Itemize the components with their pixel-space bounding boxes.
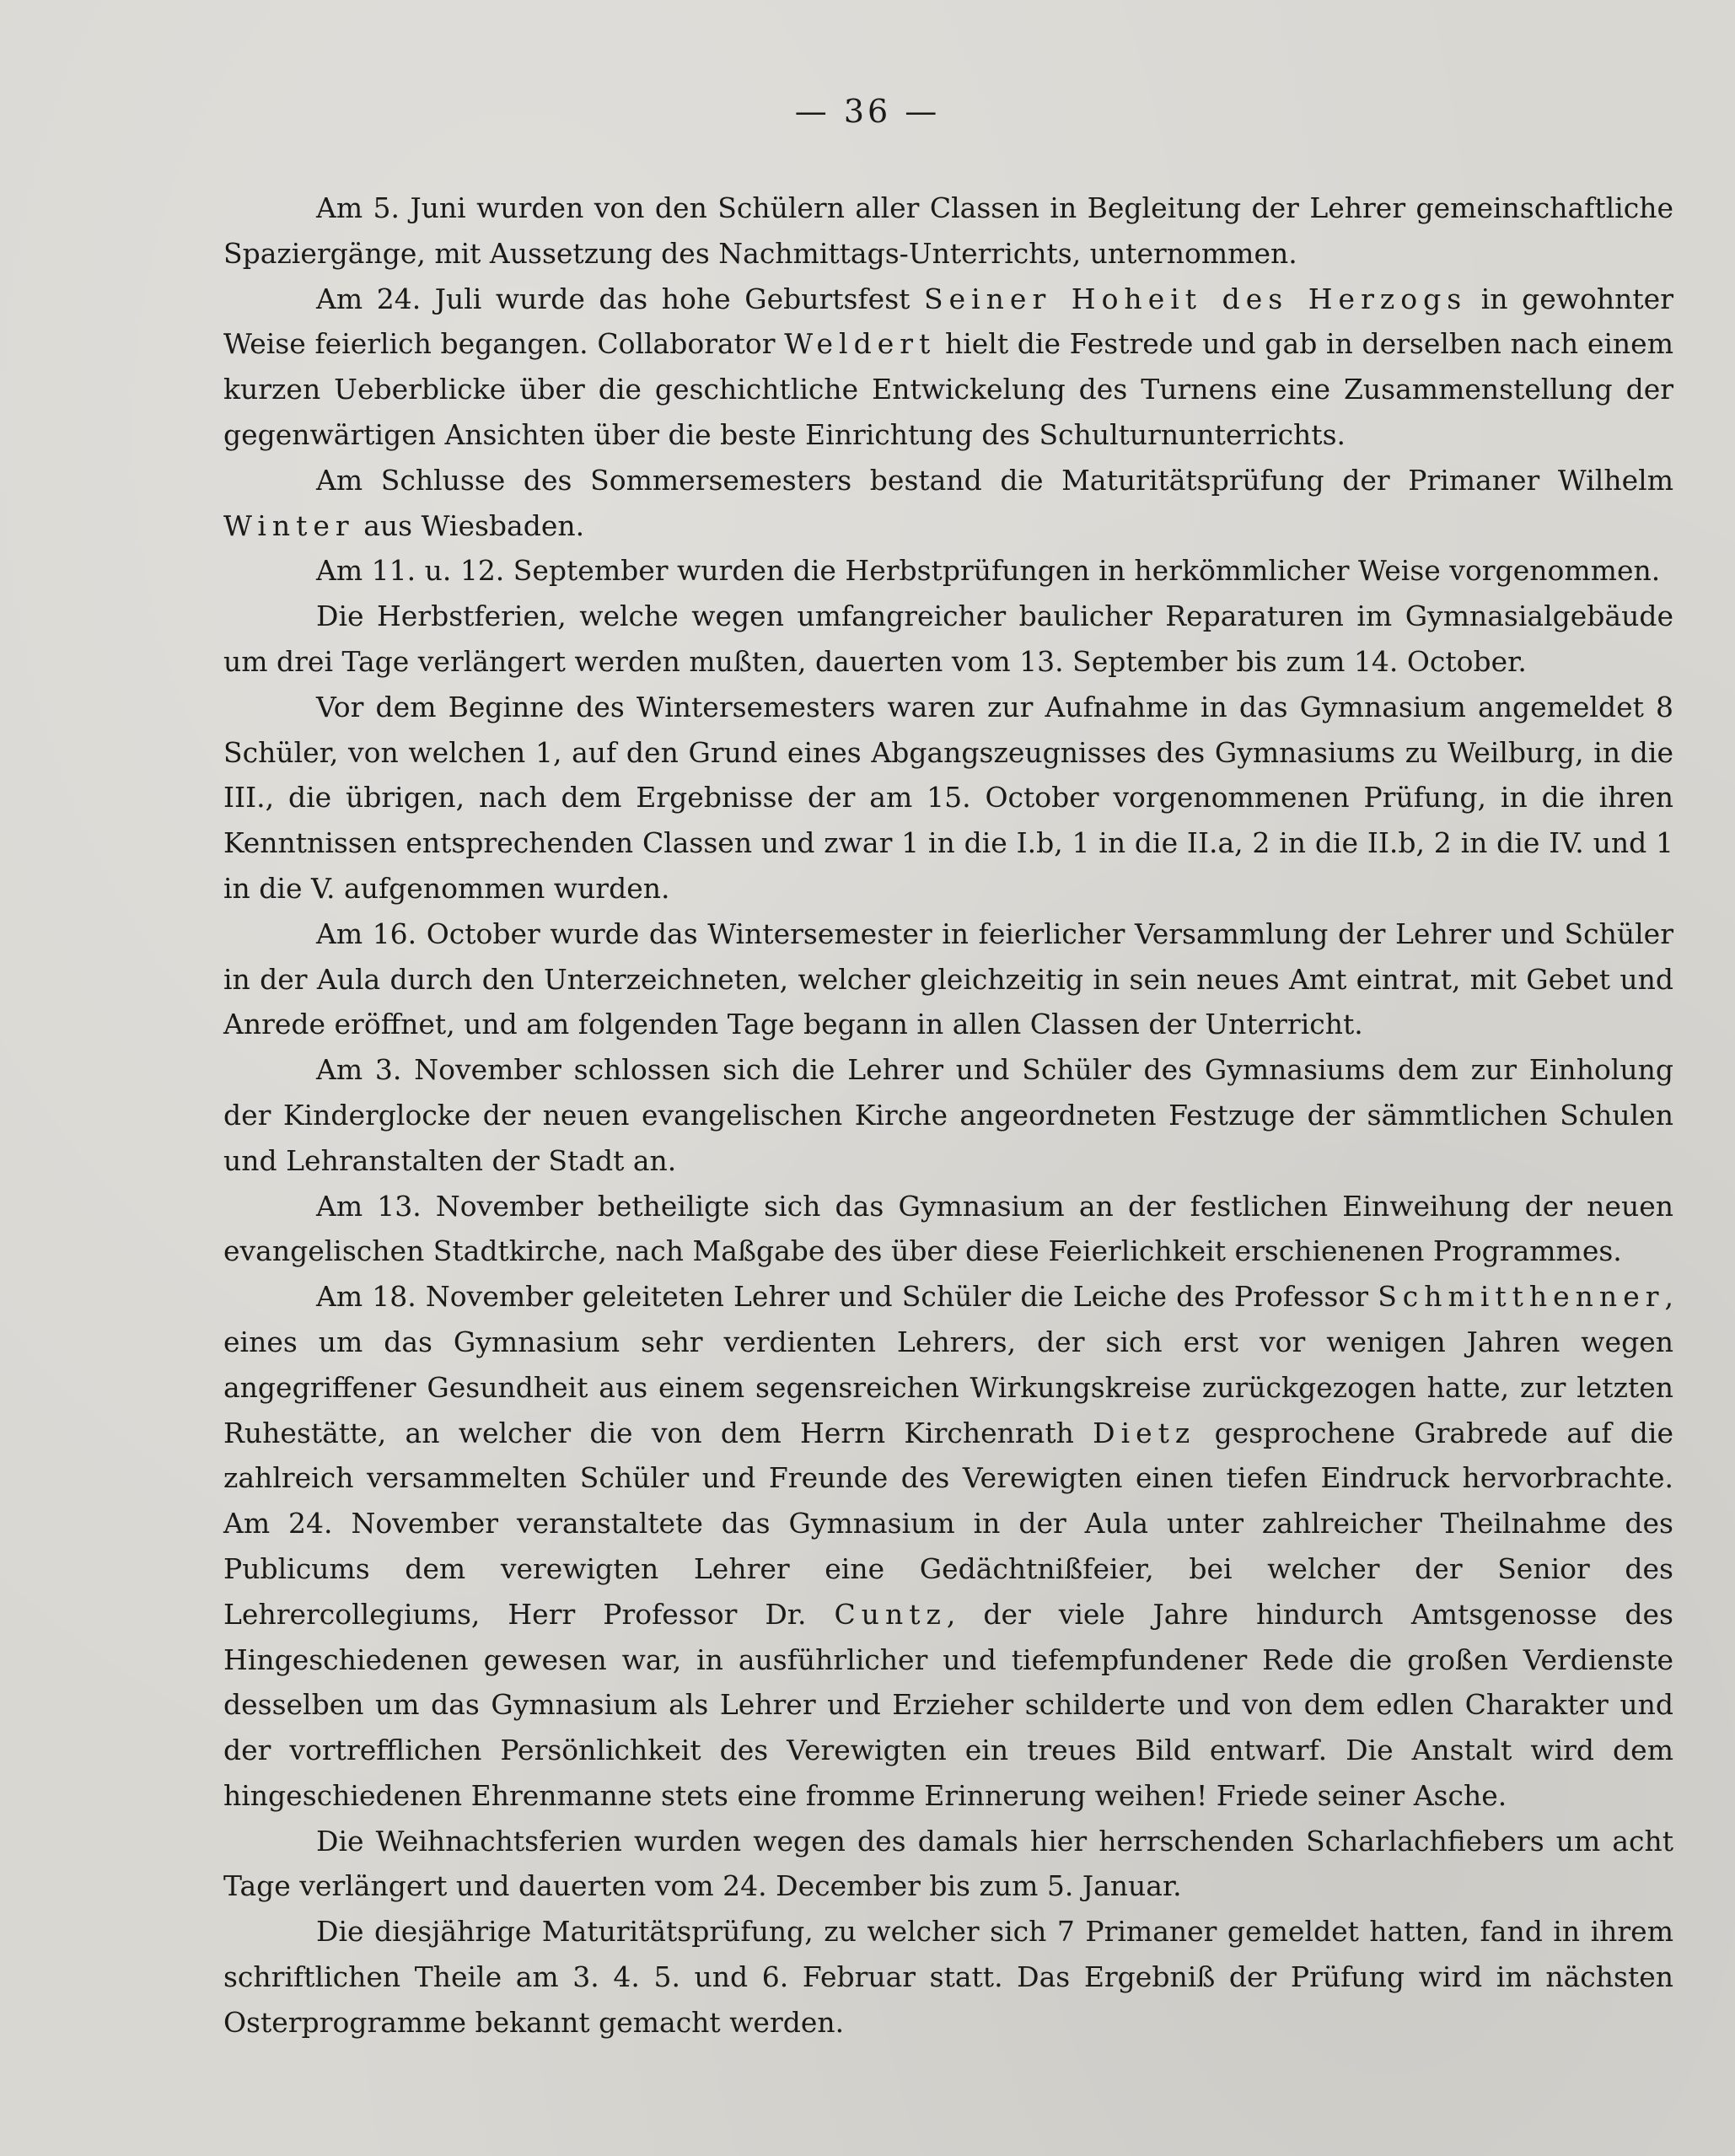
paragraph-church-consecration: Am 13. November betheiligte sich das Gymnasium an der festlichen Einweihung der neuen evangelischen Stadtkirche, nach Maßgabe des über diese Feierlichkeit erschienenen Programmes. <box>223 1189 1673 1268</box>
text-run: Am Schlusse des Sommersemesters bestand die Maturitätsprüfung der Primaner Wilhelm <box>316 463 1673 497</box>
spaced-name: Winter <box>223 508 355 542</box>
text-run: gesprochene Grabrede auf die zahlreich versammelten Schüler und Freunde des Verewigten einen tiefen Eindruck hervorbrachte. Am 24. November veranstaltete das Gymnasium in der Aula unter zahlreicher Theilnahme des Publicums dem verewigten Lehrer eine Gedächtnißfeier, bei welcher der Senior des Lehrercollegiums, Herr Professor Dr. <box>223 1416 1673 1631</box>
text-run: in gewohnter Weise feierlich begangen. Collaborator <box>223 282 1673 361</box>
paragraph-christmas-holidays: Die Weihnachtsferien wurden wegen des damals hier herrschenden Scharlachfiebers um acht Tage verlängert und dauerten vom 24. December bis zum 5. Januar. <box>223 1824 1673 1903</box>
paragraph-summer-maturity <box>223 458 1673 549</box>
page-number: — 36 — <box>794 93 941 130</box>
spaced-name: Schmitthenner <box>1378 1280 1665 1314</box>
paragraph-winter-opening: Am 16. October wurde das Wintersemester in feierlicher Versammlung der Lehrer und Schüler in der Aula durch den Unterzeichneten, welcher gleichzeitig in sein neues Amt eintrat, mit Gebet und Anrede eröffnet, und am folgenden Tage begann in allen Classen der Unterricht. <box>223 917 1673 1041</box>
spaced-name: Weldert <box>784 327 937 361</box>
text-run: hielt die Festrede und gab in derselben nach einem kurzen Ueberblicke über die geschichtliche Entwickelung des Turnens eine Zusammenstellung der gegenwärtigen Ansichten über die beste Einrichtung des Schulturnunterrichts. <box>223 327 1673 451</box>
paragraph-church-bell: Am 3. November schlossen sich die Lehrer und Schüler des Gymnasiums dem zur Einholung der Kinderglocke der neuen evangelischen Kirche angeordneten Festzuge der sämmtlichen Schulen und Lehranstalten der Stadt an. <box>223 1053 1673 1177</box>
text-run: , eines um das Gymnasium sehr verdienten Lehrers, der sich erst vor wenigen Jahren wegen angegriffener Gesundheit aus einem segensreichen Wirkungskreise zurückgezogen hatte, zur letzten Ruhestätte, an welcher die von dem Herrn Kirchenrath <box>223 1280 1673 1449</box>
spaced-name: Cuntz <box>834 1597 947 1631</box>
text-run: aus Wiesbaden. <box>363 508 585 542</box>
paragraph-admissions: Vor dem Beginne des Wintersemesters waren zur Aufnahme in das Gymnasium angemeldet 8 Schüler, von welchen 1, auf den Grund eines Abgangszeugnisses des Gymnasiums zu Weilburg, in die III., die übrigen, nach dem Ergebnisse der am 15. October vorgenommenen Prüfung, in die ihren Kenntnissen entsprechenden Classen und zwar 1 in die I.b, 1 in die II.a, 2 in die II.b, 2 in die IV. und 1 in die V. aufgenommen wurden. <box>223 690 1673 905</box>
body-text <box>223 185 1673 2046</box>
paragraph-maturity-exam: Die diesjährige Maturitätsprüfung, zu welcher sich 7 Primaner gemeldet hatten, fand in ihrem schriftlichen Theile am 3. 4. 5. und 6. Februar statt. Das Ergebniß der Prüfung wird im nächsten Osterprogramme bekannt gemacht werden. <box>223 1915 1673 2039</box>
paragraph-autumn-holidays: Die Herbstferien, welche wegen umfangreicher baulicher Reparaturen im Gymnasialgebäude um drei Tage verlängert werden mußten, dauerten vom 13. September bis zum 14. October. <box>223 599 1673 678</box>
paragraph-duke-birthday <box>223 277 1673 458</box>
paragraph-autumn-exams: Am 11. u. 12. September wurden die Herbstprüfungen in herkömmlicher Weise vorgenommen. <box>316 554 1661 588</box>
paragraph-funeral-memorial <box>223 1274 1673 1819</box>
spaced-name: Seiner Hoheit des Herzogs <box>923 282 1468 315</box>
text-run: , der viele Jahre hindurch Amtsgenosse des Hingeschiedenen gewesen war, in ausführlicher und tiefempfundener Rede die großen Verdienste desselben um das Gymnasium als Lehrer und Erzieher schilderte und von dem edlen Charakter und der vortrefflichen Persönlichkeit des Verewigten ein treues Bild entwarf. Die Anstalt wird dem hingeschiedenen Ehrenmanne stets eine fromme Erinnerung weihen! Friede seiner Asche. <box>223 1597 1673 1812</box>
paragraph-june-excursions: Am 5. Juni wurden von den Schülern aller Classen in Begleitung der Lehrer gemeinschaftliche Spaziergänge, mit Aussetzung des Nachmittags-Unterrichts, unternommen. <box>223 191 1673 270</box>
text-run: Am 18. November geleiteten Lehrer und Schüler die Leiche des Professor <box>316 1280 1369 1314</box>
spaced-name: Dietz <box>1093 1416 1196 1449</box>
text-run: Am 24. Juli wurde das hohe Geburtsfest <box>316 282 910 315</box>
